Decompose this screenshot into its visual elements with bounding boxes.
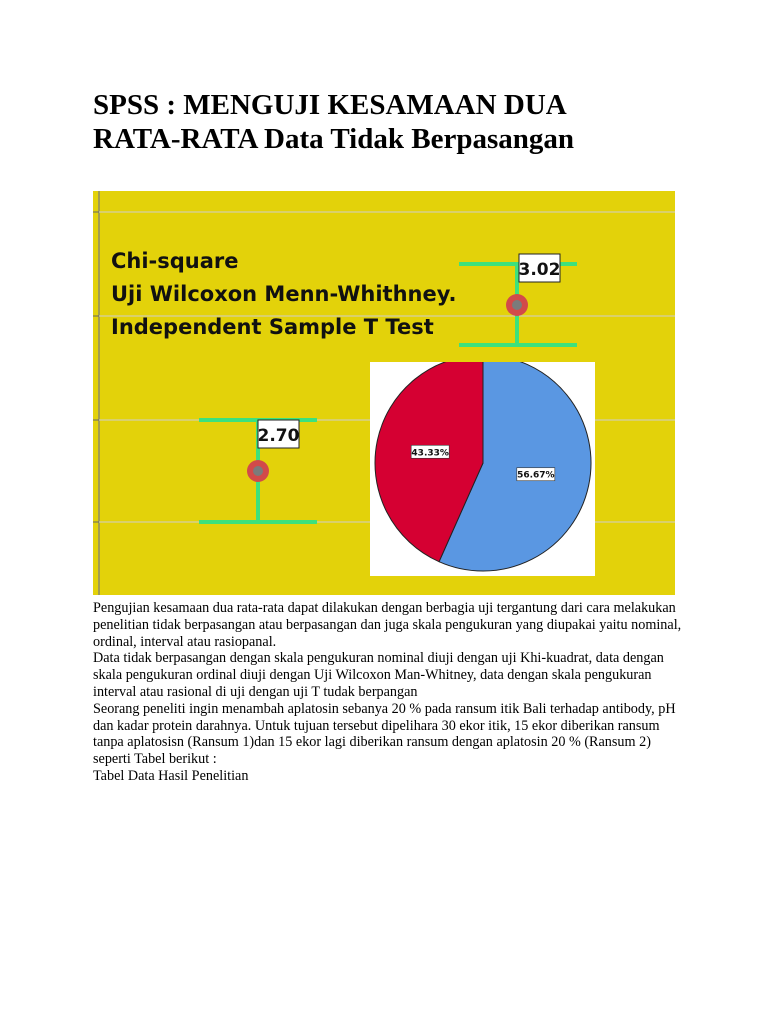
value-label-left: 2.70 — [257, 426, 300, 446]
body-text — [93, 600, 683, 785]
value-label-right: 3.02 — [518, 260, 561, 280]
error-bar-left — [199, 420, 317, 522]
paragraph-3: Seorang peneliti ingin menambah aplatosin sebanya 20 % pada ransum itik Bali terhadap antibody, pH dan kadar protein darahnya. Untuk tujuan tersebut dipelihara 30 ekor itik, 15 ekor diberikan ransum tanpa aplatosisn (Ransum 1)dan 15 ekor lagi diberikan ransum dengan aplatosin 20 % (Ransum 2) seperti Tabel berikut : — [93, 700, 676, 768]
pie-slice-label: 43.33% — [411, 448, 449, 459]
error-bar-right — [459, 254, 577, 345]
paragraph-2: Data tidak berpasangan dengan skala pengukuran nominal diuji dengan uji Khi-kuadrat, data dengan skala pengukuran ordinal diuji dengan Uji Wilcoxon Man-Whitney, data dengan skala pengukuran interval atau rasional di uji dengan uji T tudak berpangan — [93, 650, 664, 700]
table-caption: Tabel Data Hasil Penelitian — [93, 767, 249, 784]
document-title — [93, 88, 693, 156]
pie-chart — [370, 362, 595, 576]
title-line-1: SPSS : MENGUJI KESAMAAN DUA — [93, 89, 567, 121]
overlay-line-chi-square: Chi-square — [111, 249, 239, 273]
overlay-line-t-test: Independent Sample T Test — [111, 315, 434, 339]
pie-slice-label: 56.67% — [517, 470, 555, 481]
figure-illustration — [93, 191, 675, 595]
overlay-line-wilcoxon: Uji Wilcoxon Menn-Whithney. — [111, 282, 457, 306]
pie-chart-panel — [370, 362, 595, 576]
paragraph-1: Pengujian kesamaan dua rata-rata dapat dilakukan dengan berbagia uji tergantung dari cara melakukan penelitian tidak berpasangan atau berpasangan dan juga skala pengukuran yang diupakai yaitu nominal, ordinal, interval atau rasiopanal. — [93, 600, 682, 650]
title-line-2: RATA-RATA Data Tidak Berpasangan — [93, 123, 575, 155]
